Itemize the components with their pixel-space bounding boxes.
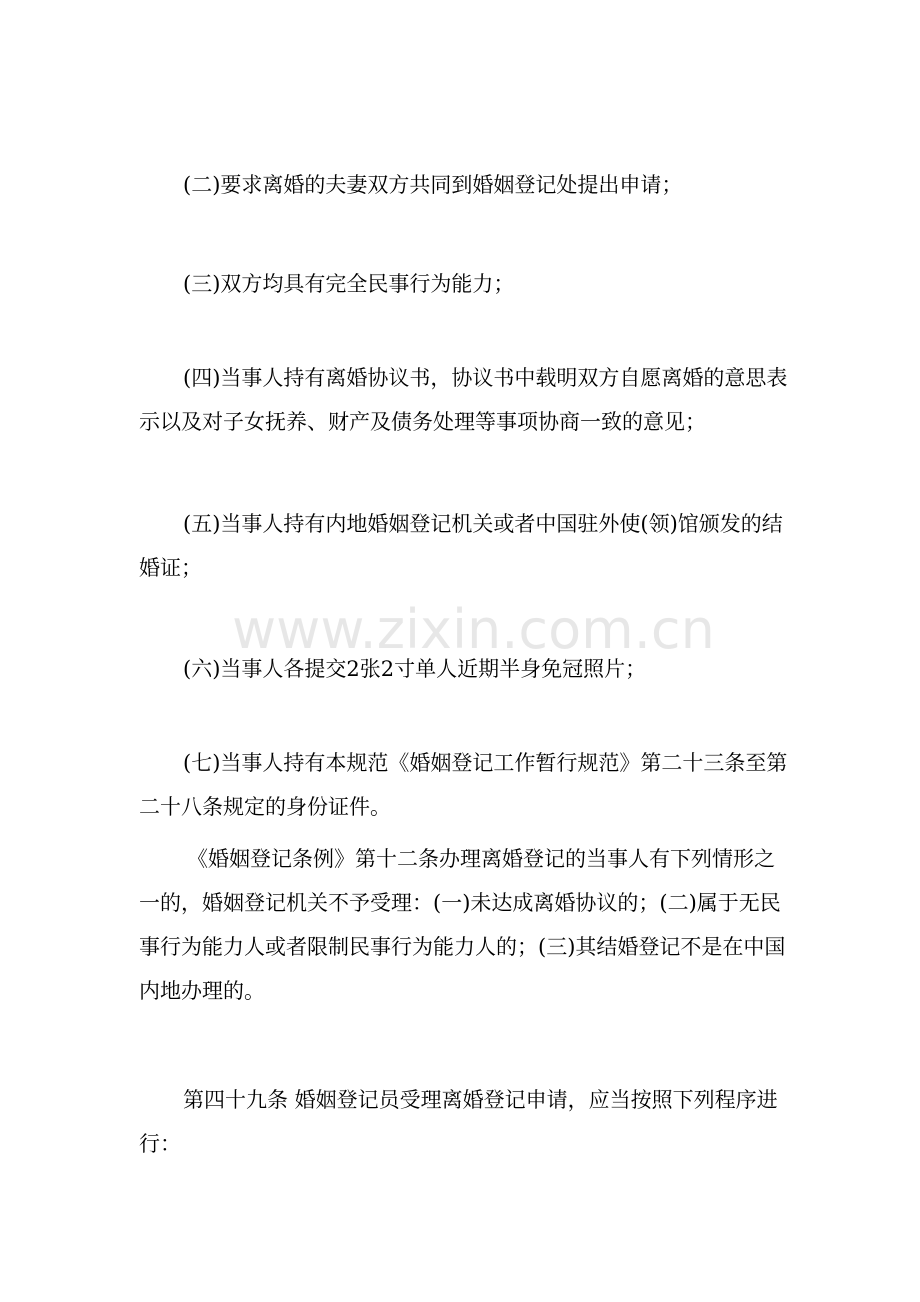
- paragraph-item-4: (四)当事人持有离婚协议书，协议书中载明双方自愿离婚的意思表示以及对子女抚养、财产及债务处理等事项协商一致的意见；: [139, 366, 788, 434]
- paragraph-article-49: 第四十九条 婚姻登记员受理离婚登记申请，应当按照下列程序进行：: [139, 1088, 778, 1156]
- paragraph-item-5: (五)当事人持有内地婚姻登记机关或者中国驻外使(领)馆颁发的结婚证；: [139, 512, 783, 580]
- paragraph-item-7: (七)当事人持有本规范《婚姻登记工作暂行规范》第二十三条至第二十八条规定的身份证件。: [139, 751, 788, 819]
- paragraph-item-2: (二)要求离婚的夫妻双方共同到婚姻登记处提出申请；: [183, 173, 683, 197]
- paragraph-regulation-article-12: 《婚姻登记条例》第十二条办理离婚登记的当事人有下列情形之一的，婚姻登记机关不予受理：(一)未达成离婚协议的；(二)属于无民事行为能力人或者限制民事行为能力人的；(三)其结婚登记不是在中国内地办理的。: [139, 847, 786, 1003]
- watermark: www.zixin.com.cn: [232, 598, 715, 661]
- paragraph-item-6: (六)当事人各提交2张2寸单人近期半身免冠照片；: [183, 657, 647, 681]
- paragraph-item-3: (三)双方均具有完全民事行为能力；: [183, 272, 515, 296]
